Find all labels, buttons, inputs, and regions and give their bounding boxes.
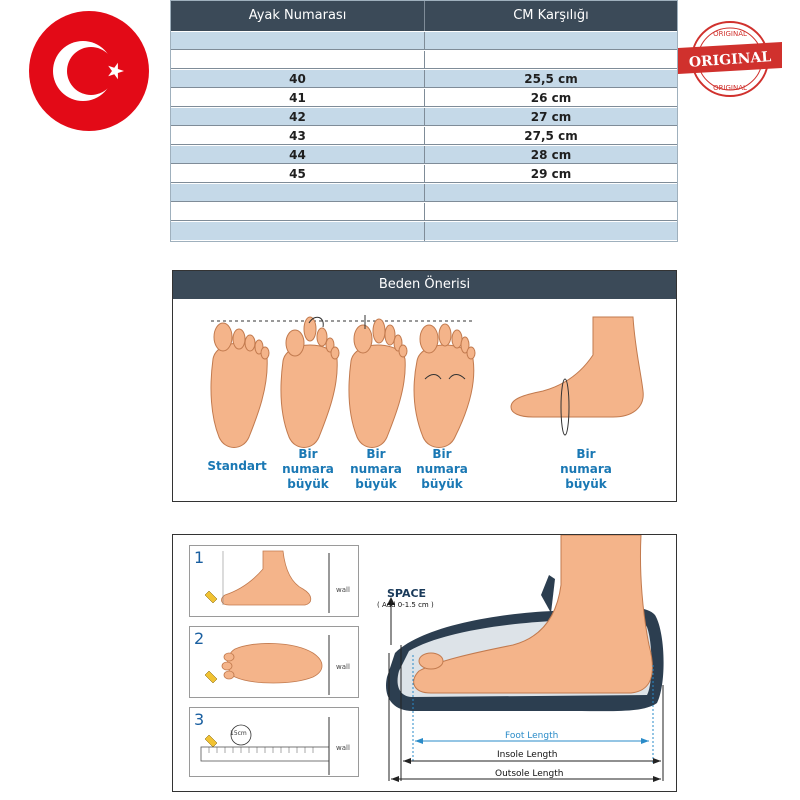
original-stamp-icon (674, 18, 786, 100)
table-row (171, 50, 677, 69)
cell-size: 45 (289, 167, 306, 181)
cell-cm: 27,5 cm (524, 129, 578, 143)
label-buyuk-2: büyük (355, 477, 397, 491)
label-numara-3: numara (416, 462, 468, 476)
foot-long-second-toe-icon (281, 317, 339, 448)
wall-label: wall (336, 744, 350, 752)
table-row (171, 164, 677, 183)
header-size: Ayak Numarası (248, 8, 347, 23)
label-buyuk-3: büyük (421, 477, 463, 491)
cell-size (171, 222, 424, 240)
cell-size: 40 (289, 72, 306, 86)
size-advice-panel (172, 270, 677, 502)
step-1-number: 1 (194, 548, 205, 567)
table-row (171, 221, 677, 240)
wall-label: wall (336, 663, 350, 671)
label-numara-4: numara (560, 462, 612, 476)
cell-cm: 25,5 cm (524, 72, 578, 86)
cell-size: 44 (289, 148, 306, 162)
cell-size (171, 51, 424, 69)
cell-cm: 27 cm (530, 110, 572, 124)
table-row (171, 107, 677, 126)
table-row (171, 31, 677, 50)
size-table (170, 0, 678, 242)
foot-standard-icon (211, 323, 269, 448)
ruler-15cm-label: 15cm (230, 730, 247, 737)
table-row (171, 145, 677, 164)
cell-cm: 26 cm (530, 91, 572, 105)
table-row (171, 183, 677, 202)
label-bir-2: Bir (366, 447, 386, 461)
cell-size (171, 203, 424, 221)
label-buyuk-4: büyük (565, 477, 607, 491)
cell-cm: 28 cm (530, 148, 572, 162)
cell-cm (425, 222, 677, 240)
cell-size (171, 184, 424, 202)
foot-length-label: Foot Length (505, 731, 559, 741)
cell-cm: 29 cm (530, 167, 572, 181)
label-standart: Standart (207, 459, 267, 473)
label-buyuk-1: büyük (287, 477, 329, 491)
cell-cm (425, 203, 677, 221)
label-bir-4: Bir (576, 447, 596, 461)
pencil-icon (205, 735, 217, 747)
step2-foot-icon (222, 643, 322, 683)
label-bir-3: Bir (432, 447, 452, 461)
foot-square-icon (349, 319, 407, 448)
foot-wide-icon (414, 324, 475, 448)
table-row (171, 69, 677, 88)
pencil-icon (205, 591, 217, 603)
table-row (171, 126, 677, 145)
stamp-center-text: ORIGINAL (688, 49, 772, 71)
space-subtitle: ( Add 0-1.5 cm ) (377, 601, 434, 609)
pencil-icon (205, 671, 217, 683)
header-cm: CM Karşılığı (513, 8, 589, 23)
cell-cm (425, 32, 677, 50)
ruler-callout-icon (231, 725, 251, 745)
wall-label: wall (336, 586, 350, 594)
measurement-guide-panel (172, 534, 677, 792)
outsole-length-label: Outsole Length (495, 769, 564, 779)
cell-size: 41 (289, 91, 306, 105)
step1-foot-icon (222, 551, 311, 605)
cell-size: 43 (289, 129, 306, 143)
cell-cm (425, 51, 677, 69)
table-row (171, 202, 677, 221)
turkey-flag-icon (28, 10, 150, 132)
table-header (171, 1, 677, 31)
label-numara-2: numara (350, 462, 402, 476)
insole-length-label: Insole Length (497, 750, 558, 760)
label-bir-1: Bir (298, 447, 318, 461)
stamp-bottom-text: ORIGINAL (713, 84, 747, 92)
stamp-top-text: ORIGINAL (713, 30, 747, 38)
advice-title: Beden Önerisi (173, 271, 676, 299)
table-row (171, 88, 677, 107)
cell-cm (425, 184, 677, 202)
step-2-number: 2 (194, 629, 205, 648)
cell-size (171, 32, 424, 50)
shoe-measure-illustration (173, 535, 676, 791)
cell-size: 42 (289, 110, 306, 124)
space-title: SPACE (387, 587, 427, 600)
label-numara-1: numara (282, 462, 334, 476)
step-3-number: 3 (194, 710, 205, 729)
foot-high-instep-icon (511, 317, 643, 417)
